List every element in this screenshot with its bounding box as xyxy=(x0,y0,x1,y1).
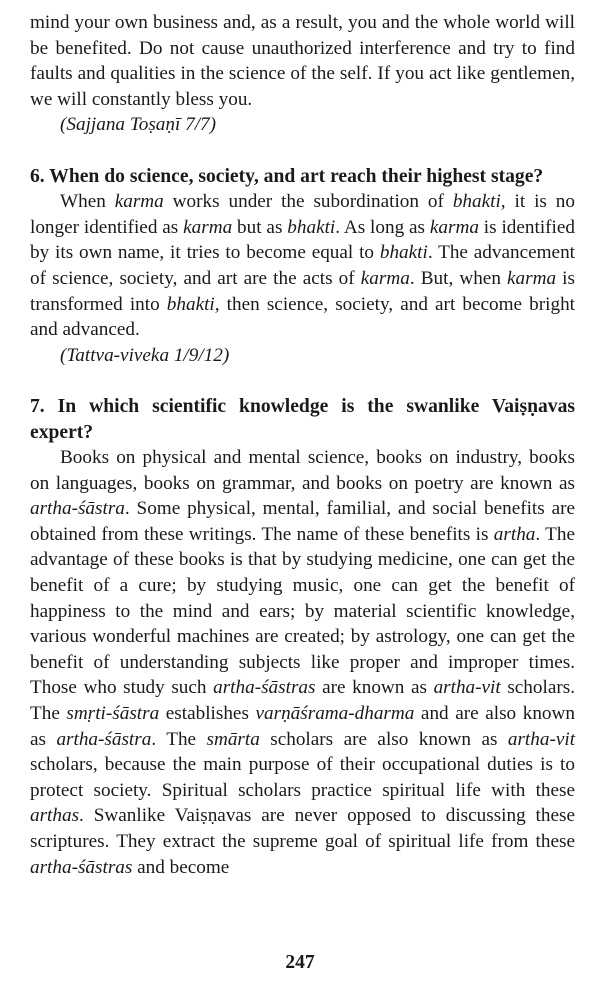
italic-term: karma xyxy=(429,216,479,238)
italic-term: arthas xyxy=(30,805,80,827)
question-6-citation-text: (Tattva-viveka 1/9/12) xyxy=(60,344,230,366)
question-7-body: Books on physical and mental science, books on industry, books on languages, books on grammar, and books on poetry are known as artha-śāstra. Some physical, mental, familial, and social benefits are obtained from these writings. The name of these benefits is artha. The advantage of these books is that by studying medicine, one can get the benefit of a cure; by studying music, one can get the benefit of happiness to the mind and ears; by material scientific knowledge, various wonderful machines are created; by astrology, one can get the benefit of understanding subjects like proper and improper times. Those who study such artha-śāstras are known as artha-vit scholars. The smṛti-śāstra establishes varṇāśrama-dharma and are also known as artha-śāstra. The smārta scholars are also known as artha-vit scholars, because the main purpose of their occupational duties is to protect society. Spiritual scholars practice spiritual life with these arthas. Swanlike Vaiṣṇavas are never opposed to discussing these scriptures. They extract the supreme goal of spiritual life from these artha-śāstras and become xyxy=(30,447,576,878)
italic-term: artha-śāstra xyxy=(30,498,125,520)
intro-citation-text: (Sajjana Toṣaṇī 7/7) xyxy=(60,114,217,136)
italic-term: bhakti xyxy=(287,216,336,238)
italic-term: artha-śāstras xyxy=(213,677,316,699)
spacer xyxy=(30,138,575,164)
italic-term: bhakti, xyxy=(452,191,506,213)
italic-term: smārta xyxy=(206,728,260,750)
intro-paragraph: mind your own business and, as a result, you and the whole world will be benefited. Do not cause unauthorized interference and try to find faults and qualities in the science of the self. If you act like gentlemen, we will constantly bless you. xyxy=(30,12,575,110)
italic-term: varṇāśrama-dharma xyxy=(255,703,415,725)
italic-term: karma xyxy=(507,267,557,289)
italic-term: artha-śāstras xyxy=(30,856,133,878)
italic-term: karma xyxy=(183,216,233,238)
page-number: 247 xyxy=(285,952,315,973)
italic-term: karma xyxy=(114,191,164,213)
italic-term: karma xyxy=(360,267,410,289)
question-6-citation xyxy=(30,343,575,369)
italic-term: artha-vit xyxy=(433,677,501,699)
italic-term: artha-vit xyxy=(507,728,576,750)
italic-term: artha-śāstra xyxy=(56,728,152,750)
italic-term: artha xyxy=(493,523,536,545)
question-7-heading: 7. In which scientific knowledge is the swanlike Vaiṣṇavas expert? xyxy=(30,395,575,443)
italic-term: smṛti-śāstra xyxy=(66,703,160,725)
italic-term: bhakti xyxy=(379,242,428,264)
spacer xyxy=(30,368,575,394)
italic-term: bhakti, xyxy=(166,293,220,315)
question-6-heading: 6. When do science, society, and art reach their highest stage? xyxy=(30,165,544,187)
question-6-body: When karma works under the subordination of bhakti, it is no longer identified as karma but as bhakti. As long as karma is identified by its own name, it tries to become equal to bhakti. The advancement of science, society, and art are the acts of karma. But, when karma is transformed into bhakti, then science, society, and art become bright and advanced. xyxy=(30,191,575,341)
intro-citation xyxy=(30,112,575,138)
page-text xyxy=(30,10,575,880)
